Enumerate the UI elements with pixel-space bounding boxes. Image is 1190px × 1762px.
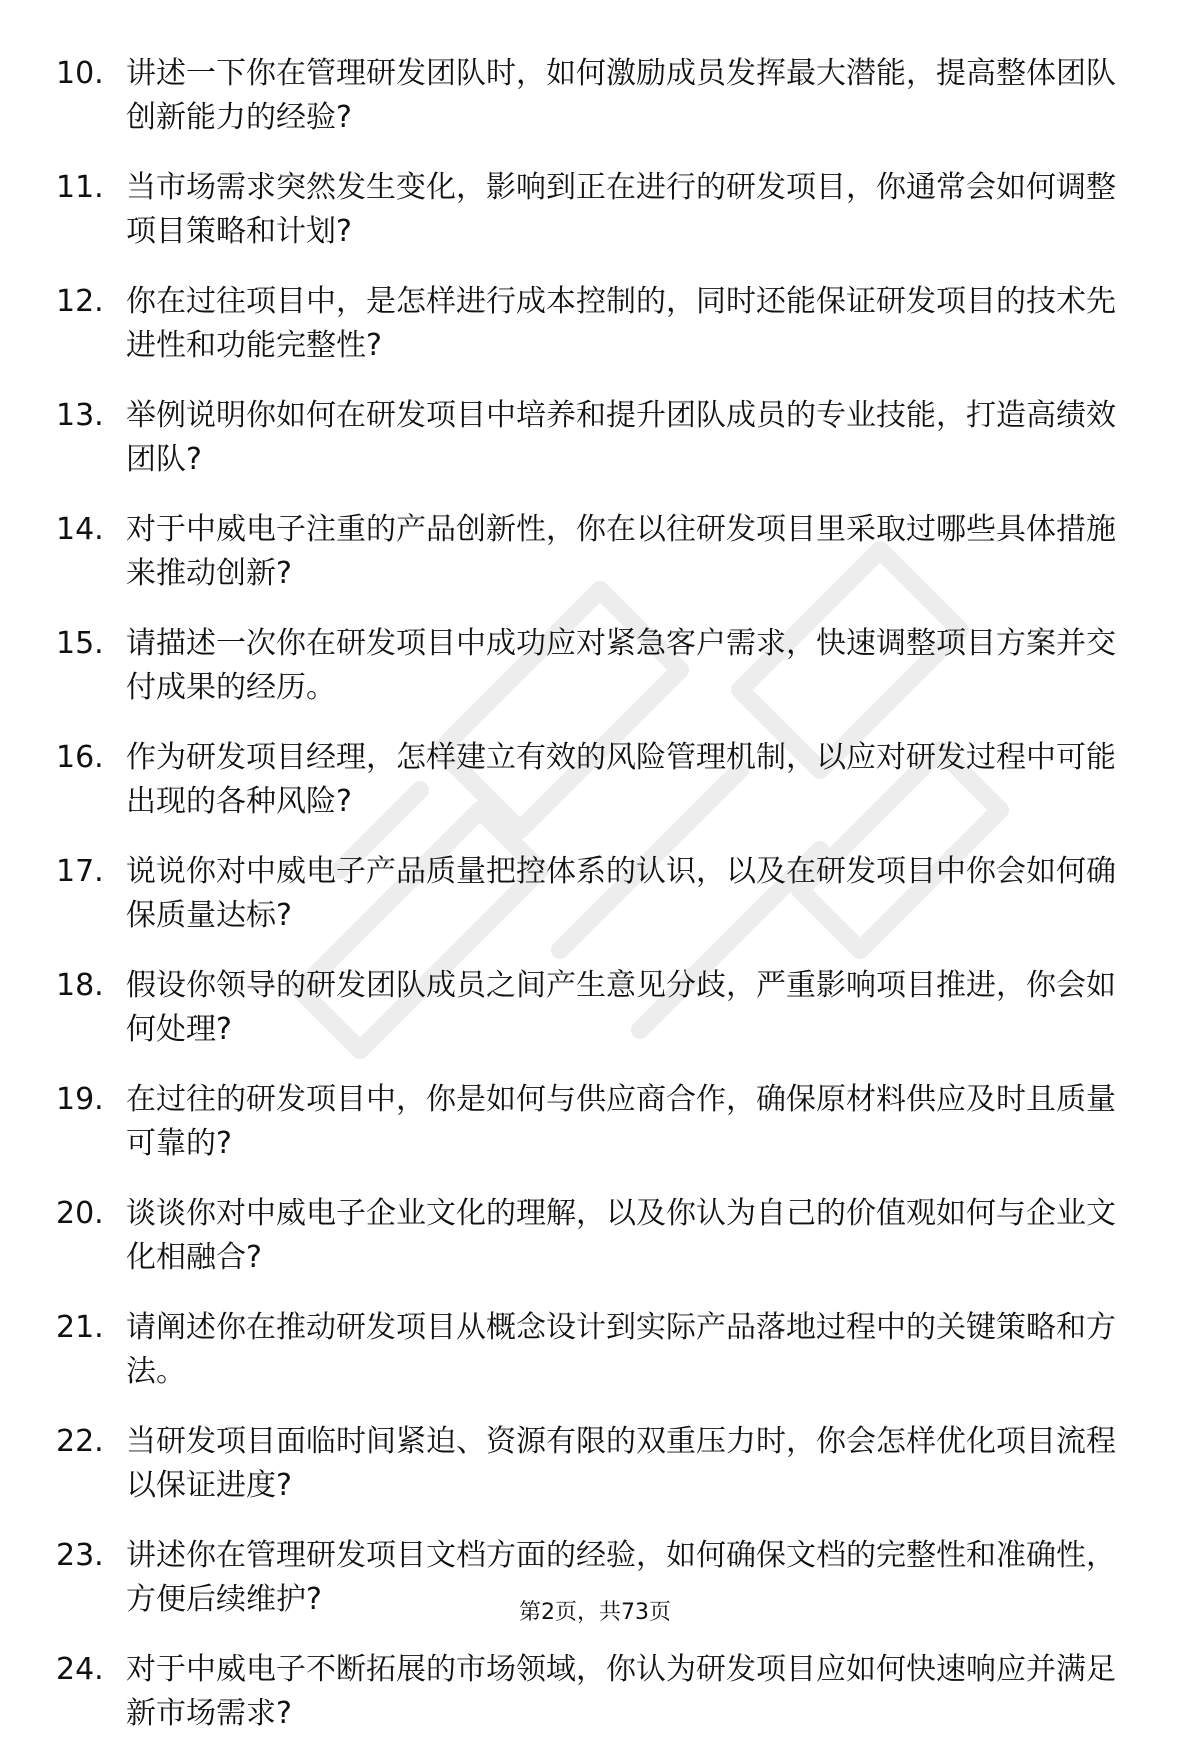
question-text: 举例说明你如何在研发项目中培养和提升团队成员的专业技能，打造高绩效团队? (126, 398, 1116, 477)
question-number: 11. (56, 170, 104, 205)
question-text: 作为研发项目经理，怎样建立有效的风险管理机制，以应对研发过程中可能出现的各种风险? (126, 740, 1116, 819)
page-footer: 第2页，共73页 (519, 1600, 671, 1625)
question-text: 说说你对中威电子产品质量把控体系的认识，以及在研发项目中你会如何确保质量达标? (126, 854, 1116, 933)
question-text: 当市场需求突然发生变化，影响到正在进行的研发项目，你通常会如何调整项目策略和计划? (126, 170, 1116, 249)
question-item (56, 1306, 1116, 1394)
question-text: 谈谈你对中威电子企业文化的理解，以及你认为自己的价值观如何与企业文化相融合? (126, 1196, 1116, 1275)
question-number: 10. (56, 56, 104, 91)
question-number: 19. (56, 1082, 104, 1117)
question-number: 21. (56, 1310, 104, 1345)
question-text: 请描述一次你在研发项目中成功应对紧急客户需求，快速调整项目方案并交付成果的经历。 (126, 626, 1116, 705)
question-number: 12. (56, 284, 104, 319)
question-text: 你在过往项目中，是怎样进行成本控制的，同时还能保证研发项目的技术先进性和功能完整性? (126, 284, 1116, 363)
question-number: 23. (56, 1538, 104, 1573)
question-item (56, 850, 1116, 938)
question-text: 讲述一下你在管理研发团队时，如何激励成员发挥最大潜能，提高整体团队创新能力的经验? (126, 56, 1116, 135)
question-text: 对于中威电子不断拓展的市场领域，你认为研发项目应如何快速响应并满足新市场需求? (126, 1652, 1116, 1731)
question-text: 请阐述你在推动研发项目从概念设计到实际产品落地过程中的关键策略和方法。 (126, 1310, 1116, 1389)
question-text: 假设你领导的研发团队成员之间产生意见分歧，严重影响项目推进，你会如何处理? (126, 968, 1116, 1047)
question-number: 20. (56, 1196, 104, 1231)
question-number: 15. (56, 626, 104, 661)
question-number: 17. (56, 854, 104, 889)
question-item (56, 1192, 1116, 1280)
question-text: 当研发项目面临时间紧迫、资源有限的双重压力时，你会怎样优化项目流程以保证进度? (126, 1424, 1116, 1503)
question-item (56, 508, 1116, 596)
question-number: 24. (56, 1652, 104, 1687)
question-item (56, 394, 1116, 482)
question-number: 13. (56, 398, 104, 433)
question-text: 讲述你在管理研发项目文档方面的经验，如何确保文档的完整性和准确性，方便后续维护? (126, 1538, 1116, 1617)
question-item (56, 1078, 1116, 1166)
question-number: 22. (56, 1424, 104, 1459)
question-item (56, 964, 1116, 1052)
question-text: 对于中威电子注重的产品创新性，你在以往研发项目里采取过哪些具体措施来推动创新? (126, 512, 1116, 591)
question-item (56, 166, 1116, 254)
question-item (56, 1420, 1116, 1508)
question-item (56, 280, 1116, 368)
question-list (56, 52, 1116, 1762)
question-item (56, 622, 1116, 710)
question-number: 18. (56, 968, 104, 1003)
question-text: 在过往的研发项目中，你是如何与供应商合作，确保原材料供应及时且质量可靠的? (126, 1082, 1116, 1161)
question-number: 16. (56, 740, 104, 775)
question-item (56, 736, 1116, 824)
question-number: 14. (56, 512, 104, 547)
question-item (56, 1648, 1116, 1736)
question-item (56, 52, 1116, 140)
